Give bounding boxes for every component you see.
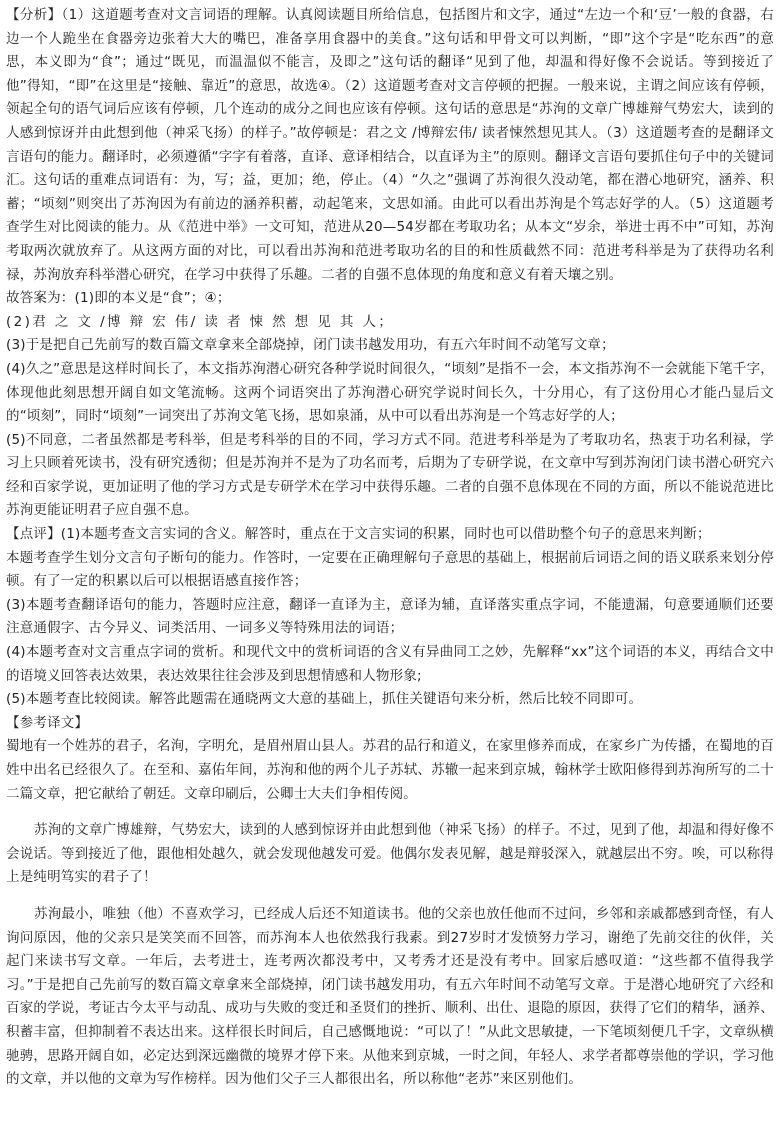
answer-4: (4)久之”意思是这样时间长了，本文指苏洵潜心研究各种学说时间很久，“顷刻”是指不一会，本文指苏洵不一会就能下笔千字，体现他此刻思想开阔自如文笔流畅。这两个词语突出了苏洵潜心研究学说时间长久，十分用心，有了这份用心才能凸显后文的“顷刻”，同时“顷刻”一词突出了苏洵文笔飞扬，思如泉涌，从中可以看出苏洵是一个笃志好学的人； [6,360,774,425]
answer-5: (5)不同意，二者虽然都是考科举，但是考科举的目的不同，学习方式不同。范进考科举是为了考取功名，热衷于功名利禄，学习上只顾着死读书，没有研究透彻；但是苏洵并不是为了功名而考，后期为了专研学说，在文章中写到苏洵闭门读书潜心研究六经和百家学说，更加证明了他的学习方式是专研学术在学习中获得乐趣。二者的自强不息体现在不同的方面，所以不能说范进比苏洵更能证明君子应自强不息。 [6,431,774,519]
comment-5: (5)本题考查比较阅读。解答此题需在通晓两文大意的基础上，抓住关键语句来分析，然后比较不同即可。 [6,691,643,708]
analysis-paragraph: 【分析】（1）这道题考查对文言词语的理解。认真阅读题目所给信息，包括图片和文字，通过“左边一个和‘豆’一般的食器，右边一个人跪坐在食器旁边张着大大的嘴巴，准备享用食器中的美食。”这句话和甲骨文可以判断，“即”这个字是“吃东西”的意思，本义即为“食”；通过“既见，而温温似不能言，及即之”这句话的翻译“见到了他，却温和得好像不会说话。等到接近了他”得知，“即”在这里是“接触、靠近”的意思，故选④。（2）这道题考查对文言停顿的把握。一般来说，主谓之间应该有停顿，领起全句的语气词后应该有停顿，几个连动的成分之间也应该有停顿。这句话的意思是“苏洵的文章广博雄辩气势宏大，读到的人感到惊讶并由此想到他（神采飞扬）的样子。”故停顿是：君之文 /博辩宏伟/ 读者悚然想见其人。（3）这道题考查的是翻译文言语句的能力。翻译时，必须遵循“字字有着落，直译、意译相结合，以直译为主”的原则。翻译文言语句要抓住句子中的关键词汇。这句话的重难点词语有：为，写；益，更加；绝，停止。（4）“久之”强调了苏洵很久没动笔，都在潜心地研究，涵养、积蓄；“顷刻”则突出了苏洵因为有前边的涵养积蓄，动起笔来，文思如涌。由此可以看出苏洵是个笃志好学的人。（5）这道题考查学生对比阅读的能力。从《范进中举》一文可知，范进从20—54岁都在考取功名；从本文“岁余，举进士再不中”可知，苏洵考取两次就放弃了。从这两方面的对比，可以看出苏洵和范进考取功名的目的和性质截然不同：范进考科举是为了获得功名利禄，苏洵放弃科举潜心研究，在学习中获得了乐趣。二者的自强不息体现的角度和意义有着天壤之别。 [6,7,774,283]
translation-heading: 【参考译文】 [6,714,89,731]
answer-3: (3)于是把自己先前写的数百篇文章拿来全部烧掉，闭门读书越发用功，有五六年时间不动笔写文章； [6,337,615,354]
answer-intro: 故答案为：(1)即的本义是“食”；④； [6,290,231,307]
comment-3: (3)本题考查翻译语句的能力，答题时应注意，翻译一直译为主，意译为辅，直译落实重点字词，不能遗漏，句意要通顺们还要注意通假字、古今异义、词类活用、一词多义等特殊用法的词语； [6,596,774,637]
translation-paragraph-3: 苏洵最小，唯独（他）不喜欢学习，已经成人后还不知道读书。他的父亲也放任他而不过问，乡邻和亲戚都感到奇怪，有人询问原因，他的父亲只是笑笑而不回答，而苏洵本人也依然我行我素。到27岁时才发愤努力学习，谢绝了先前交往的伙伴，关起门来读书写文章。一年后，去考进士，连考两次都没考中，又考秀才还是没有考中。回家后感叹道：“这些都不值得我学习。”于是把自己先前写的数百篇文章拿来全部烧掉，闭门读书越发用功，有五六年时间不动笔写文章。于是潜心地研究了六经和百家的学说，考证古今太平与动乱、成功与失败的变迁和圣贤们的挫折、顺利、出仕、退隐的原因，获得了它们的精华，涵养、积蓄丰富，但抑制着不表达出来。这样很长时间后，自己感慨地说：“可以了！”从此文思敏捷，一下笔顷刻便几千字，文章纵横驰骋，思路开阔自如，必定达到深远幽微的境界才停下来。从他来到京城，一时之间，年轻人、求学者都尊崇他的学识，学习他的文章，并以他的文章为写作榜样。因为他们父子三人都很出名，所以称他“老苏”来区别他们。 [6,905,774,1088]
comment-1: 【点评】(1)本题考查文言实词的含义。解答时，重点在于文言实词的积累，同时也可以借助整个句子的意思来判断； [6,526,711,543]
translation-paragraph-2: 苏洵的文章广博雄辩，气势宏大，读到的人感到惊讶并由此想到他（神采飞扬）的样子。不过，见到了他，却温和得好像不会说话。等到接近了他，跟他相处越久，就会发现他越发可爱。他偶尔发表见解，越是辩驳深入，就越层出不穷。唉，可以称得上是纯明笃实的君子了！ [6,822,774,886]
translation-paragraph-1: 蜀地有一个姓苏的君子，名洵，字明允，是眉州眉山县人。苏君的品行和道义，在家里修养而成，在家乡广为传播，在蜀地的百姓中出名已经很久了。在至和、嘉佑年间，苏洵和他的两个儿子苏轼、苏辙一起来到京城，翰林学士欧阳修得到苏洵所写的二十二篇文章，把它献给了朝廷。文章印刷后，公卿士大夫们争相传阅。 [6,738,774,802]
answer-2: (2)君 之 文 /博 辩 宏 伟/ 读 者 悚 然 想 见 其 人； [6,313,395,330]
comment-4: (4)本题考查对文言重点字词的赏析。和现代文中的赏析词语的含义有异曲同工之妙，先解释“xx”这个词语的本义，再结合文中的语境义回答表达效果，表达效果往往会涉及到思想情感和人物形象; [6,644,774,684]
comment-2: 本题考查学生划分文言句子断句的能力。作答时，一定要在正确理解句子意思的基础上，根据前后词语之间的语义联系来划分停顿。有了一定的积累以后可以根据语感直接作答； [6,549,774,590]
